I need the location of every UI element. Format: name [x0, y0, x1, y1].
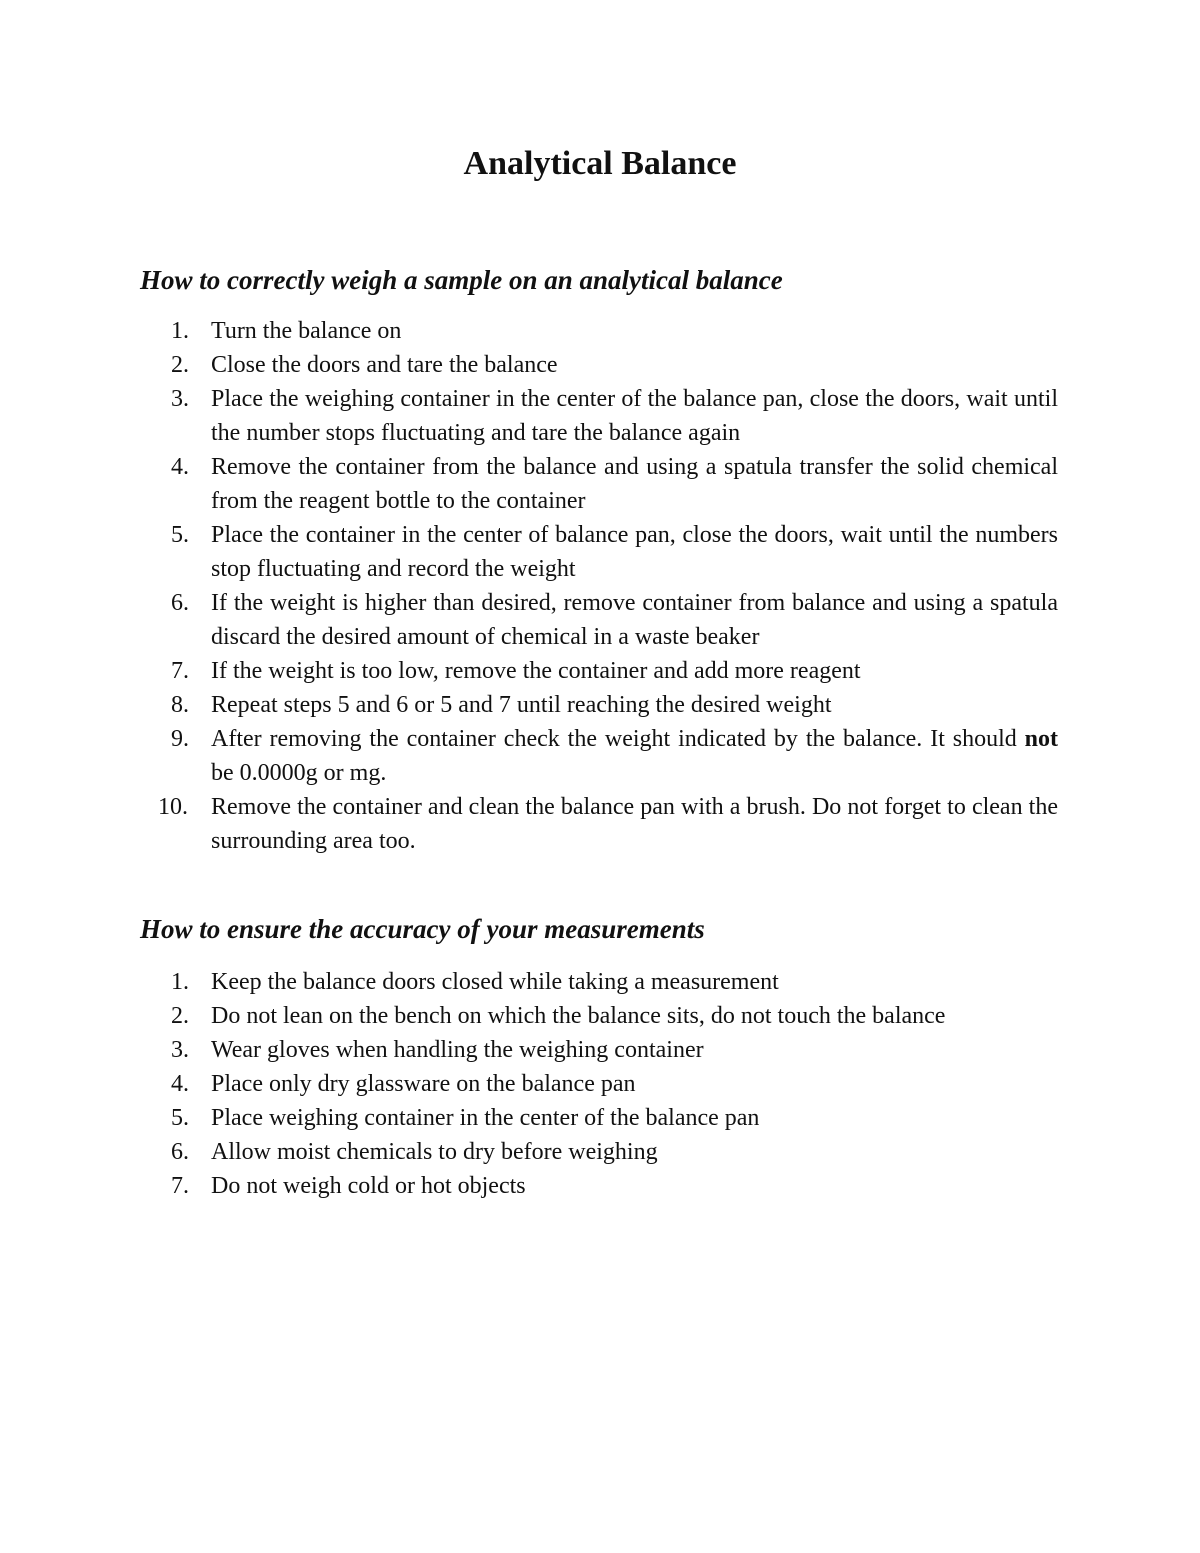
list-item-text-after: be 0.0000g or mg. — [211, 760, 387, 786]
list-item-number: 3. — [171, 386, 189, 412]
list-item-number: 7. — [171, 1173, 189, 1199]
list-item-number: 4. — [171, 1071, 189, 1097]
list-item — [140, 518, 1058, 586]
list-item-text-before: After removing the container check the weight indicated by the balance. It should — [211, 726, 1025, 752]
list-item-number: 8. — [171, 692, 189, 718]
list-item-number: 10. — [158, 794, 188, 820]
list-item-text: Allow moist chemicals to dry before weighing — [211, 1139, 658, 1165]
list-item — [140, 314, 1058, 348]
list-item-text: Do not lean on the bench on which the balance sits, do not touch the balance — [211, 1003, 946, 1029]
list-item-text: Place the weighing container in the center of the balance pan, close the doors, wait until the number stops fluctuating and tare the balance again — [211, 386, 1058, 446]
list-item-number: 5. — [171, 522, 189, 548]
list-item-text: Keep the balance doors closed while taking a measurement — [211, 969, 779, 995]
list-item-number: 2. — [171, 1003, 189, 1029]
section-heading-weighing: How to correctly weigh a sample on an analytical balance — [140, 265, 783, 295]
list-item — [140, 1135, 1058, 1169]
list-item-text: Remove the container from the balance and using a spatula transfer the solid chemical from the reagent bottle to the container — [211, 454, 1058, 514]
list-item — [140, 348, 1058, 382]
list-item-text: Close the doors and tare the balance — [211, 352, 558, 378]
list-item-number: 5. — [171, 1105, 189, 1131]
list-item — [140, 790, 1058, 858]
list-item-number: 3. — [171, 1037, 189, 1063]
list-item-text: Place weighing container in the center of the balance pan — [211, 1105, 760, 1131]
list-item-number: 1. — [171, 318, 189, 344]
list-item — [140, 1169, 1058, 1203]
list-item-text: Remove the container and clean the balance pan with a brush. Do not forget to clean the surrounding area too. — [211, 794, 1058, 854]
list-item — [140, 382, 1058, 450]
list-item — [140, 1067, 1058, 1101]
list-item — [140, 586, 1058, 654]
list-item-text: Place only dry glassware on the balance pan — [211, 1071, 636, 1097]
list-item-number: 7. — [171, 658, 189, 684]
list-item-number: 2. — [171, 352, 189, 378]
list-item-number: 6. — [171, 1139, 189, 1165]
list-item — [140, 999, 1058, 1033]
list-item-text: Do not weigh cold or hot objects — [211, 1173, 526, 1199]
section-heading-accuracy: How to ensure the accuracy of your measurements — [140, 914, 705, 944]
list-item — [140, 654, 1058, 688]
list-item-text: If the weight is higher than desired, remove container from balance and using a spatula discard the desired amount of chemical in a waste beaker — [211, 590, 1058, 650]
list-item — [140, 1101, 1058, 1135]
list-item-text: Wear gloves when handling the weighing container — [211, 1037, 704, 1063]
accuracy-tips-list — [140, 965, 1058, 1203]
list-item-text: If the weight is too low, remove the container and add more reagent — [211, 658, 861, 684]
list-item-number: 9. — [171, 726, 189, 752]
weighing-steps-list — [140, 314, 1058, 858]
list-item-number: 4. — [171, 454, 189, 480]
list-item — [140, 450, 1058, 518]
list-item-text: Turn the balance on — [211, 318, 402, 344]
list-item-emphasis: not — [1024, 726, 1058, 752]
list-item — [140, 722, 1058, 790]
list-item-text: Repeat steps 5 and 6 or 5 and 7 until reaching the desired weight — [211, 692, 832, 718]
list-item-number: 1. — [171, 969, 189, 995]
list-item — [140, 688, 1058, 722]
list-item — [140, 965, 1058, 999]
list-item-text: Place the container in the center of balance pan, close the doors, wait until the numbers stop fluctuating and record the weight — [211, 522, 1058, 582]
list-item — [140, 1033, 1058, 1067]
list-item-number: 6. — [171, 590, 189, 616]
page-title: Analytical Balance — [463, 145, 737, 182]
